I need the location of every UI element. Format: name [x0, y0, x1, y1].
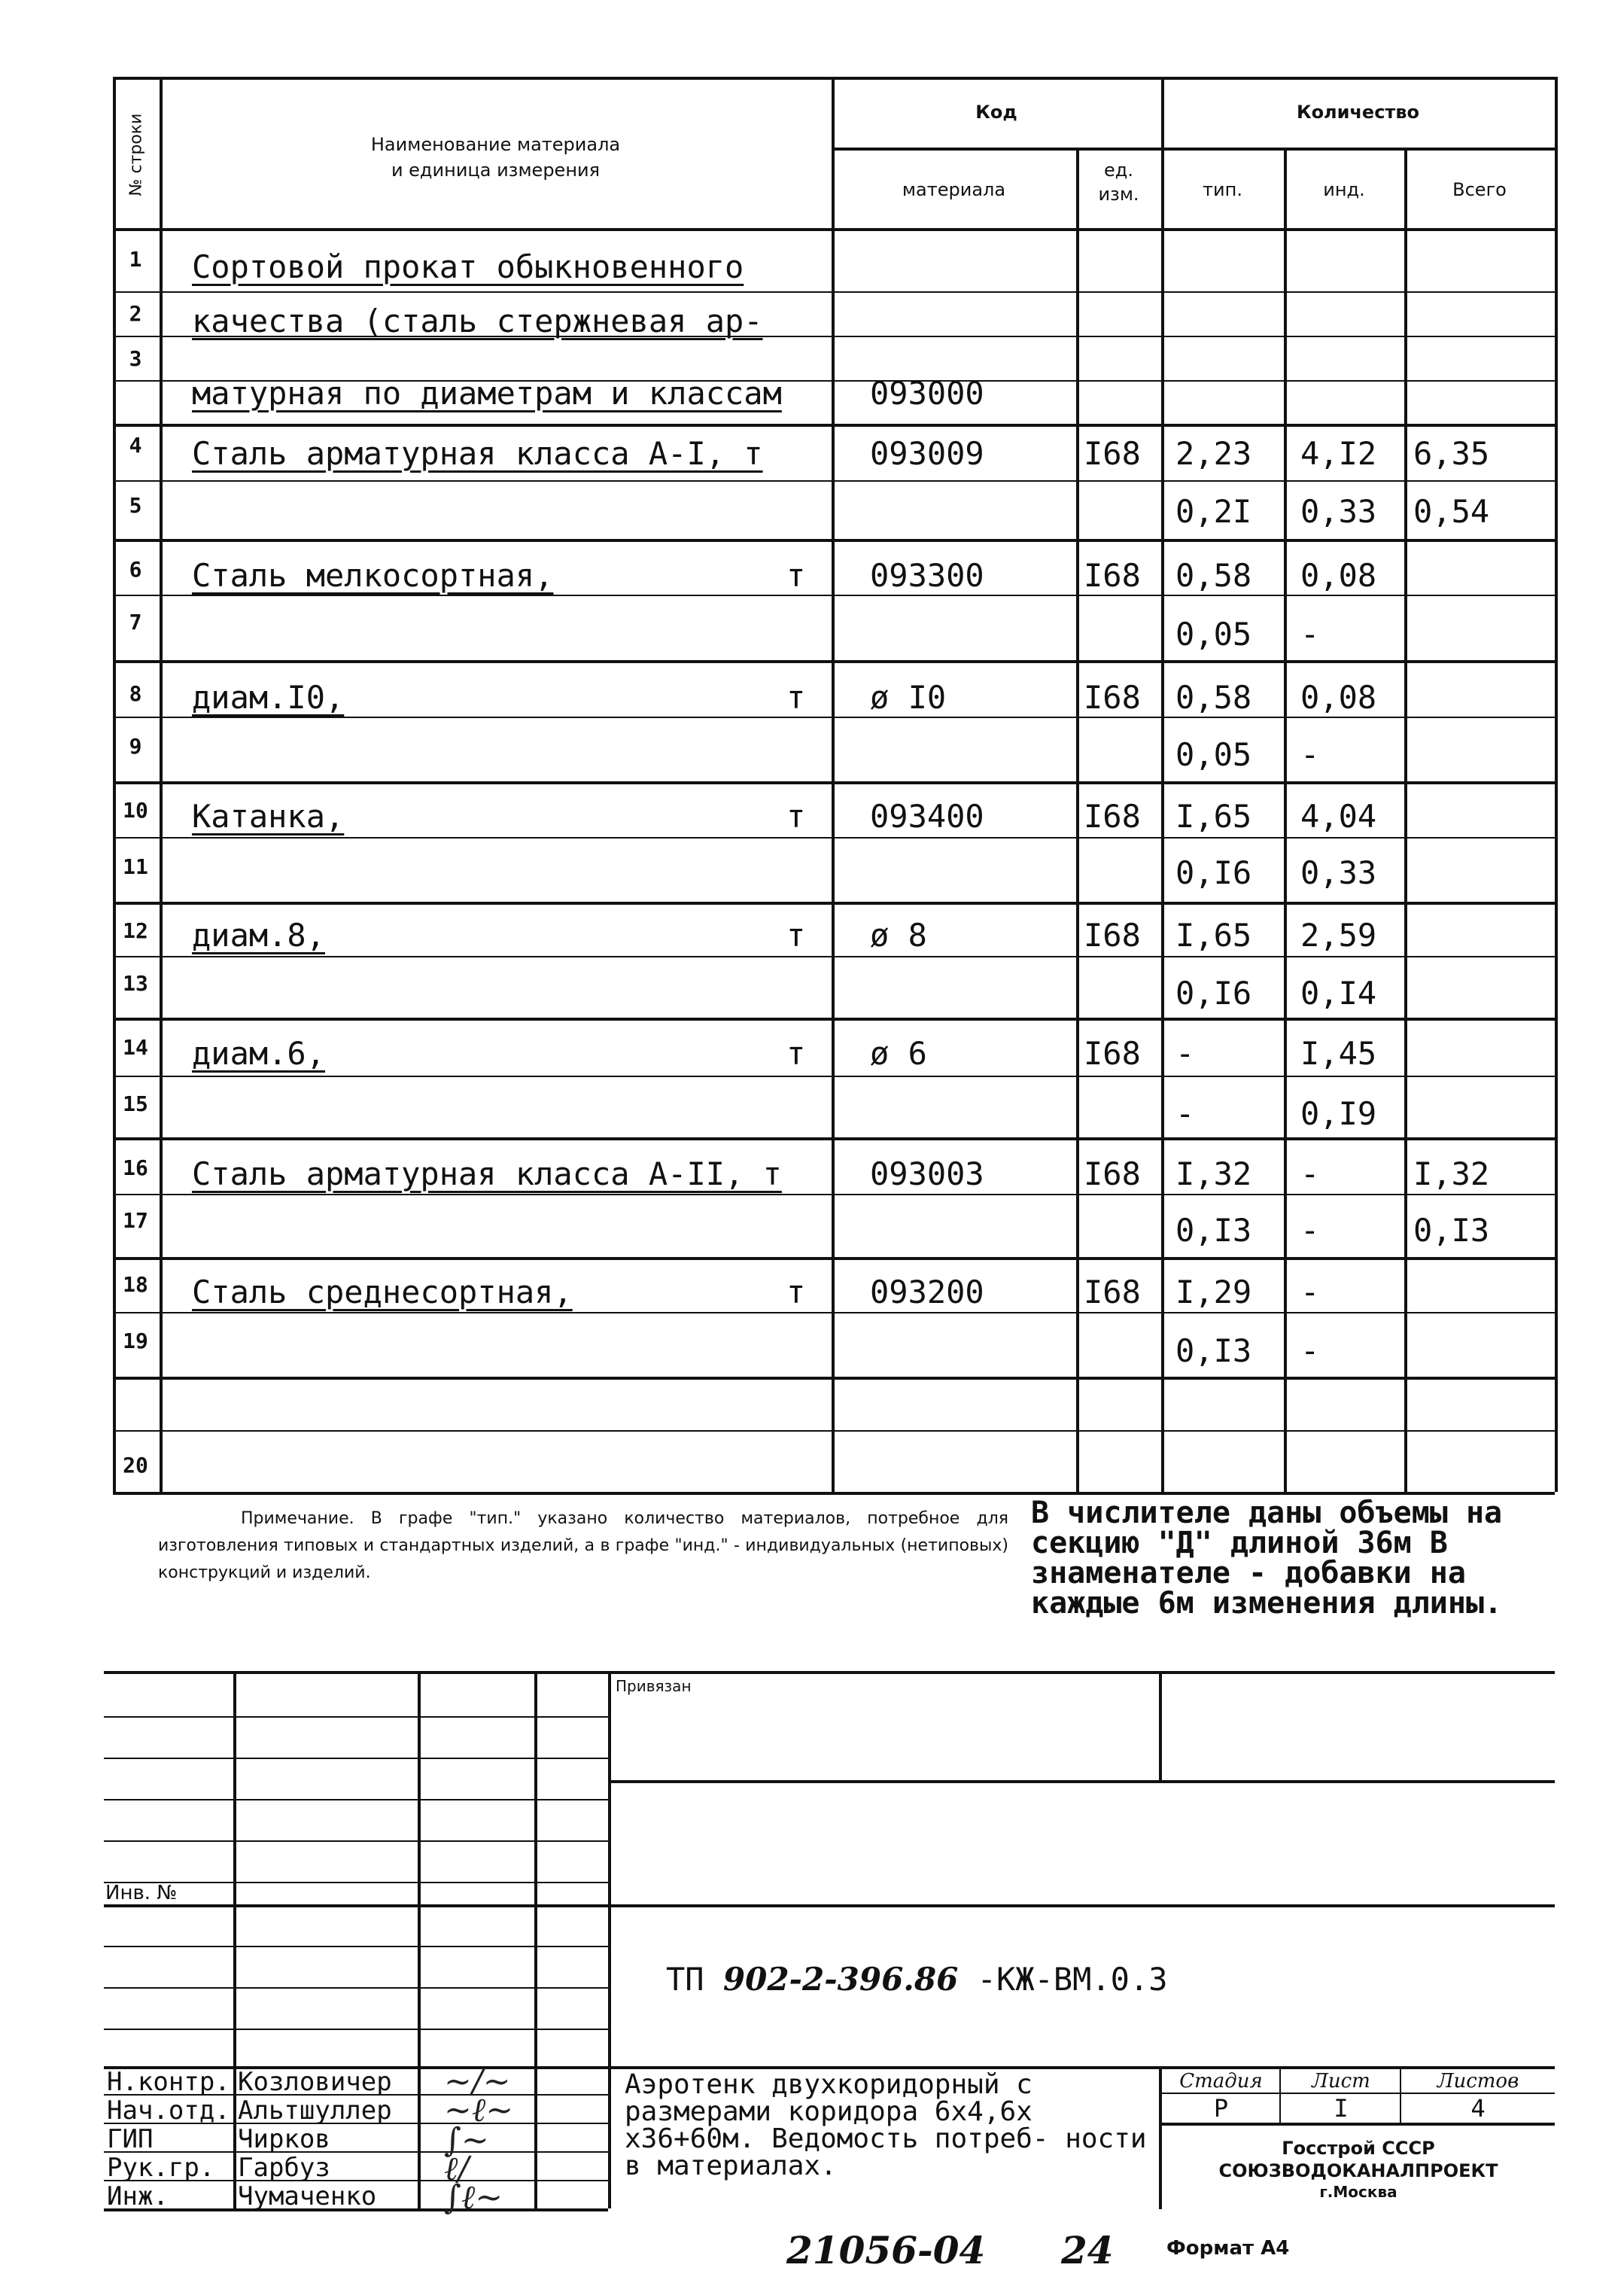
sheets-label: Листов: [1437, 2070, 1519, 2093]
qty-ind: -: [1300, 616, 1320, 653]
row-number: 17: [123, 1208, 148, 1233]
sheets-value: 4: [1470, 2094, 1486, 2123]
qty-ind: -: [1300, 1332, 1320, 1369]
unit-t: т: [786, 1274, 806, 1310]
qty-typ: I,29: [1175, 1274, 1252, 1310]
qty-ind: 0,I9: [1300, 1095, 1377, 1132]
material-name: качества (сталь стержневая ар-: [192, 303, 763, 339]
material-code: 093003: [870, 1155, 984, 1192]
header-qty-total: Всего: [1452, 179, 1507, 200]
header-qty-ind: инд.: [1323, 179, 1365, 200]
material-name: матурная по диаметрам и классам: [192, 375, 782, 412]
unit-code: I68: [1084, 798, 1141, 835]
unit-code: I68: [1084, 557, 1141, 594]
inventory-label: Инв. №: [105, 1882, 178, 1904]
header-code-material: материала: [902, 179, 1006, 200]
material-name: диам.6,: [192, 1035, 326, 1072]
qty-typ: -: [1175, 1095, 1195, 1132]
row-number: 10: [123, 798, 148, 823]
header-code-unit: ед. изм.: [1098, 160, 1139, 205]
person-role: Нач.отд.: [107, 2096, 230, 2126]
unit-t: т: [786, 557, 806, 594]
qty-typ: 0,I3: [1175, 1332, 1252, 1369]
applied-label: Привязан: [616, 1677, 692, 1695]
row-number: 12: [123, 918, 148, 943]
material-code: 093400: [870, 798, 984, 835]
unit-code: I68: [1084, 679, 1141, 716]
qty-ind: -: [1300, 1274, 1320, 1310]
person-role: ГИП: [107, 2124, 154, 2154]
qty-ind: 2,59: [1300, 917, 1377, 954]
header-code: Код: [975, 102, 1017, 123]
header-qty: Количество: [1296, 102, 1420, 123]
signature-mark: ∫ℓ∼: [444, 2178, 503, 2217]
qty-typ: 0,I6: [1175, 854, 1252, 891]
header-name: Наименование материала и единица измерения: [370, 134, 621, 181]
material-name: Сортовой прокат обыкновенного: [192, 248, 744, 285]
qty-ind: I,45: [1300, 1035, 1377, 1072]
row-number: 4: [129, 433, 142, 458]
material-code: 093009: [870, 435, 984, 472]
qty-ind: -: [1300, 736, 1320, 773]
material-code: ø 6: [870, 1035, 927, 1072]
signature-mark: ∼ℓ∼: [444, 2091, 514, 2129]
document-code-handwritten: 902-2-396.86: [722, 1961, 959, 1998]
qty-typ: 0,05: [1175, 736, 1252, 773]
qty-typ: 0,I3: [1175, 1212, 1252, 1249]
signature-mark: ℓ∕: [444, 2150, 470, 2188]
qty-typ: -: [1175, 1035, 1195, 1072]
qty-ind: 0,33: [1300, 493, 1377, 530]
qty-ind: 0,08: [1300, 557, 1377, 594]
material-code: ø I0: [870, 679, 947, 716]
unit-code: I68: [1084, 1035, 1141, 1072]
sheet-title: Аэротенк двухкоридорный с размерами коридора 6х4,6х х36+60м. Ведомость потреб- ности в материалах.: [625, 2069, 1147, 2181]
person-role: Инж.: [107, 2181, 169, 2211]
signature-mark: ∫∼: [444, 2121, 489, 2160]
row-number: 11: [123, 854, 148, 879]
header-qty-typ: тип.: [1203, 179, 1242, 200]
qty-total: I,32: [1413, 1155, 1490, 1192]
person-name: Чумаченко: [238, 2181, 377, 2211]
sheet-label: Лист: [1312, 2070, 1370, 2093]
stage-value: Р: [1213, 2094, 1229, 2123]
material-name: диам.8,: [192, 917, 326, 954]
material-name: Катанка,: [192, 798, 345, 835]
qty-typ: I,65: [1175, 917, 1252, 954]
document-code: [666, 1961, 1168, 1998]
qty-ind: -: [1300, 1155, 1320, 1192]
note-left: Примечание. В графе "тип." указано количество материалов, потребное для изготовления типовых и стандартных изделий, а в графе "инд." - индивидуальных (нетиповых) конструкций и изделий.: [158, 1509, 1008, 1582]
qty-total: 6,35: [1413, 435, 1490, 472]
row-number: 18: [123, 1272, 148, 1297]
row-number: 6: [129, 557, 142, 582]
person-role: Рук.гр.: [107, 2153, 215, 2183]
unit-t: т: [786, 798, 806, 835]
person-name: Чирков: [238, 2124, 330, 2154]
row-number: 3: [129, 346, 142, 371]
row-number: 13: [123, 971, 148, 996]
organization-2: СОЮЗВОДОКАНАЛПРОЕКТ: [1218, 2160, 1498, 2181]
material-code: 093300: [870, 557, 984, 594]
page-number: 24: [1061, 2228, 1114, 2272]
row-number: 14: [123, 1035, 148, 1060]
material-code: 093000: [870, 375, 984, 412]
qty-typ: I,32: [1175, 1155, 1252, 1192]
qty-ind: -: [1300, 1212, 1320, 1249]
row-number: 2: [129, 301, 142, 326]
unit-code: I68: [1084, 435, 1141, 472]
unit-t: т: [786, 679, 806, 716]
stage-label: Стадия: [1179, 2070, 1263, 2093]
organization-1: Госстрой СССР: [1282, 2138, 1435, 2159]
qty-typ: 0,58: [1175, 557, 1252, 594]
material-name: Сталь арматурная класса А-II, т: [192, 1155, 782, 1192]
qty-ind: 0,33: [1300, 854, 1377, 891]
qty-ind: 4,I2: [1300, 435, 1377, 472]
qty-ind: 0,I4: [1300, 975, 1377, 1012]
row-number: 7: [129, 610, 142, 635]
person-name: Козловичер: [238, 2067, 392, 2097]
document-code-suffix: -КЖ-ВМ.0.3: [977, 1961, 1168, 1998]
unit-t: т: [786, 1035, 806, 1072]
qty-total: 0,54: [1413, 493, 1490, 530]
row-number: 15: [123, 1091, 148, 1116]
note-right: В числителе даны объемы на секцию "Д" длиной 36м В знаменателе - добавки на каждые 6м изменения длины.: [1031, 1496, 1503, 1621]
qty-typ: 0,I6: [1175, 975, 1252, 1012]
qty-total: 0,I3: [1413, 1212, 1490, 1249]
unit-t: т: [786, 917, 806, 954]
person-name: Гарбуз: [238, 2153, 330, 2183]
material-code: ø 8: [870, 917, 927, 954]
person-role: Н.контр.: [107, 2067, 230, 2097]
material-name: Сталь среднесортная,: [192, 1274, 573, 1310]
material-name: диам.I0,: [192, 679, 345, 716]
paper-format: Формат А4: [1166, 2237, 1290, 2260]
row-number: 19: [123, 1329, 148, 1353]
qty-typ: 0,58: [1175, 679, 1252, 716]
row-number: 8: [129, 681, 142, 706]
qty-ind: 4,04: [1300, 798, 1377, 835]
person-name: Альтшуллер: [238, 2096, 392, 2126]
unit-code: I68: [1084, 1155, 1141, 1192]
row-number: 16: [123, 1155, 148, 1180]
unit-code: I68: [1084, 1274, 1141, 1310]
qty-typ: I,65: [1175, 798, 1252, 835]
organization-3: г.Москва: [1319, 2183, 1397, 2201]
archive-stamp: 21056-04: [786, 2228, 986, 2272]
sheet-value: I: [1334, 2094, 1349, 2123]
document-code-prefix: ТП: [666, 1961, 704, 1998]
material-code: 093200: [870, 1274, 984, 1310]
material-name: Сталь мелкосортная,: [192, 557, 554, 594]
row-number: 9: [129, 734, 142, 759]
unit-code: I68: [1084, 917, 1141, 954]
qty-ind: 0,08: [1300, 679, 1377, 716]
material-name: Сталь арматурная класса А-I, т: [192, 435, 763, 472]
row-number: 1: [129, 247, 142, 272]
qty-typ: 2,23: [1175, 435, 1252, 472]
qty-typ: 0,05: [1175, 616, 1252, 653]
row-number: 5: [129, 493, 142, 518]
header-row-no: № строки: [126, 113, 146, 196]
row-number: 20: [123, 1453, 148, 1478]
qty-typ: 0,2I: [1175, 493, 1252, 530]
signature-mark: ~∕~: [444, 2062, 511, 2101]
